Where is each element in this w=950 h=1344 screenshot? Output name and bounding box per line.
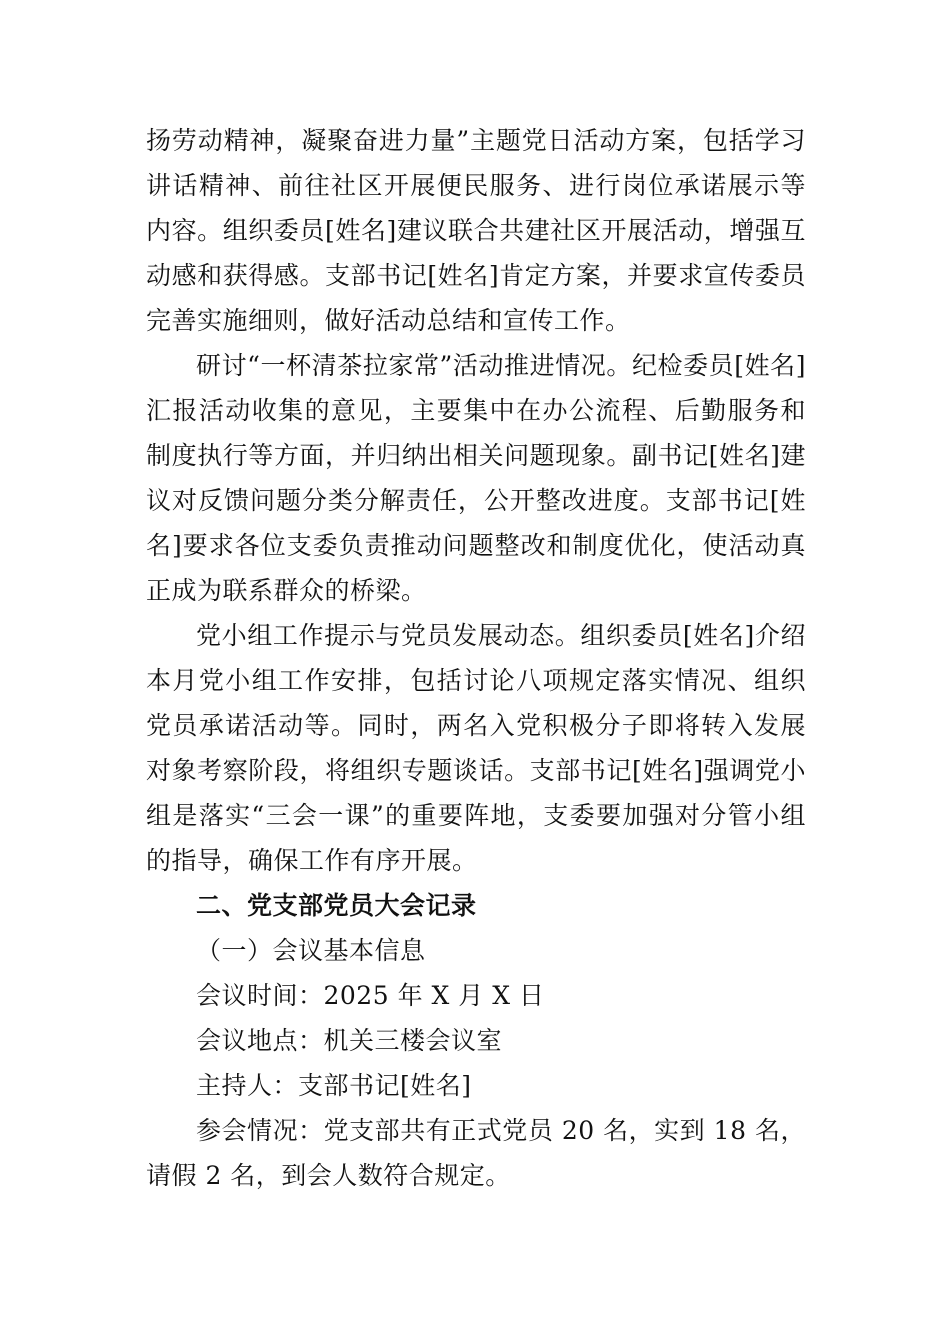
document-page [146,118,806,1198]
paragraph-tea-activity: 研讨“一杯清茶拉家常”活动推进情况。纪检委员[姓名]汇报活动收集的意见，主要集中在办公流程、后勤服务和制度执行等方面，并归纳出相关问题现象。副书记[姓名]建议对反馈问题分类分解责任，公开整改进度。支部书记[姓名]要求各位支委负责推动问题整改和制度优化，使活动真正成为联系群众的桥梁。 [146,351,806,605]
meeting-place: 会议地点：机关三楼会议室 [196,1026,503,1055]
meeting-attendance: 参会情况：党支部共有正式党员 20 名，实到 18 名，请假 2 名，到会人数符合规定。 [146,1116,806,1190]
paragraph-party-group-work: 党小组工作提示与党员发展动态。组织委员[姓名]介绍本月党小组工作安排，包括讨论八项规定落实情况、组织党员承诺活动等。同时，两名入党积极分子即将转入发展对象考察阶段，将组织专题谈话。支部书记[姓名]强调党小组是落实“三会一课”的重要阵地，支委要加强对分管小组的指导，确保工作有序开展。 [146,621,806,875]
section-heading: 二、党支部党员大会记录 [196,891,477,920]
meeting-host: 主持人：支部书记[姓名] [196,1071,472,1100]
subsection-heading: （一）会议基本信息 [196,936,426,965]
meeting-time: 会议时间：2025 年 X 月 X 日 [196,981,545,1010]
paragraph-theme-day-plan: 扬劳动精神，凝聚奋进力量”主题党日活动方案，包括学习讲话精神、前往社区开展便民服务、进行岗位承诺展示等内容。组织委员[姓名]建议联合共建社区开展活动，增强互动感和获得感。支部书记[姓名]肯定方案，并要求宣传委员完善实施细则，做好活动总结和宣传工作。 [146,126,806,335]
